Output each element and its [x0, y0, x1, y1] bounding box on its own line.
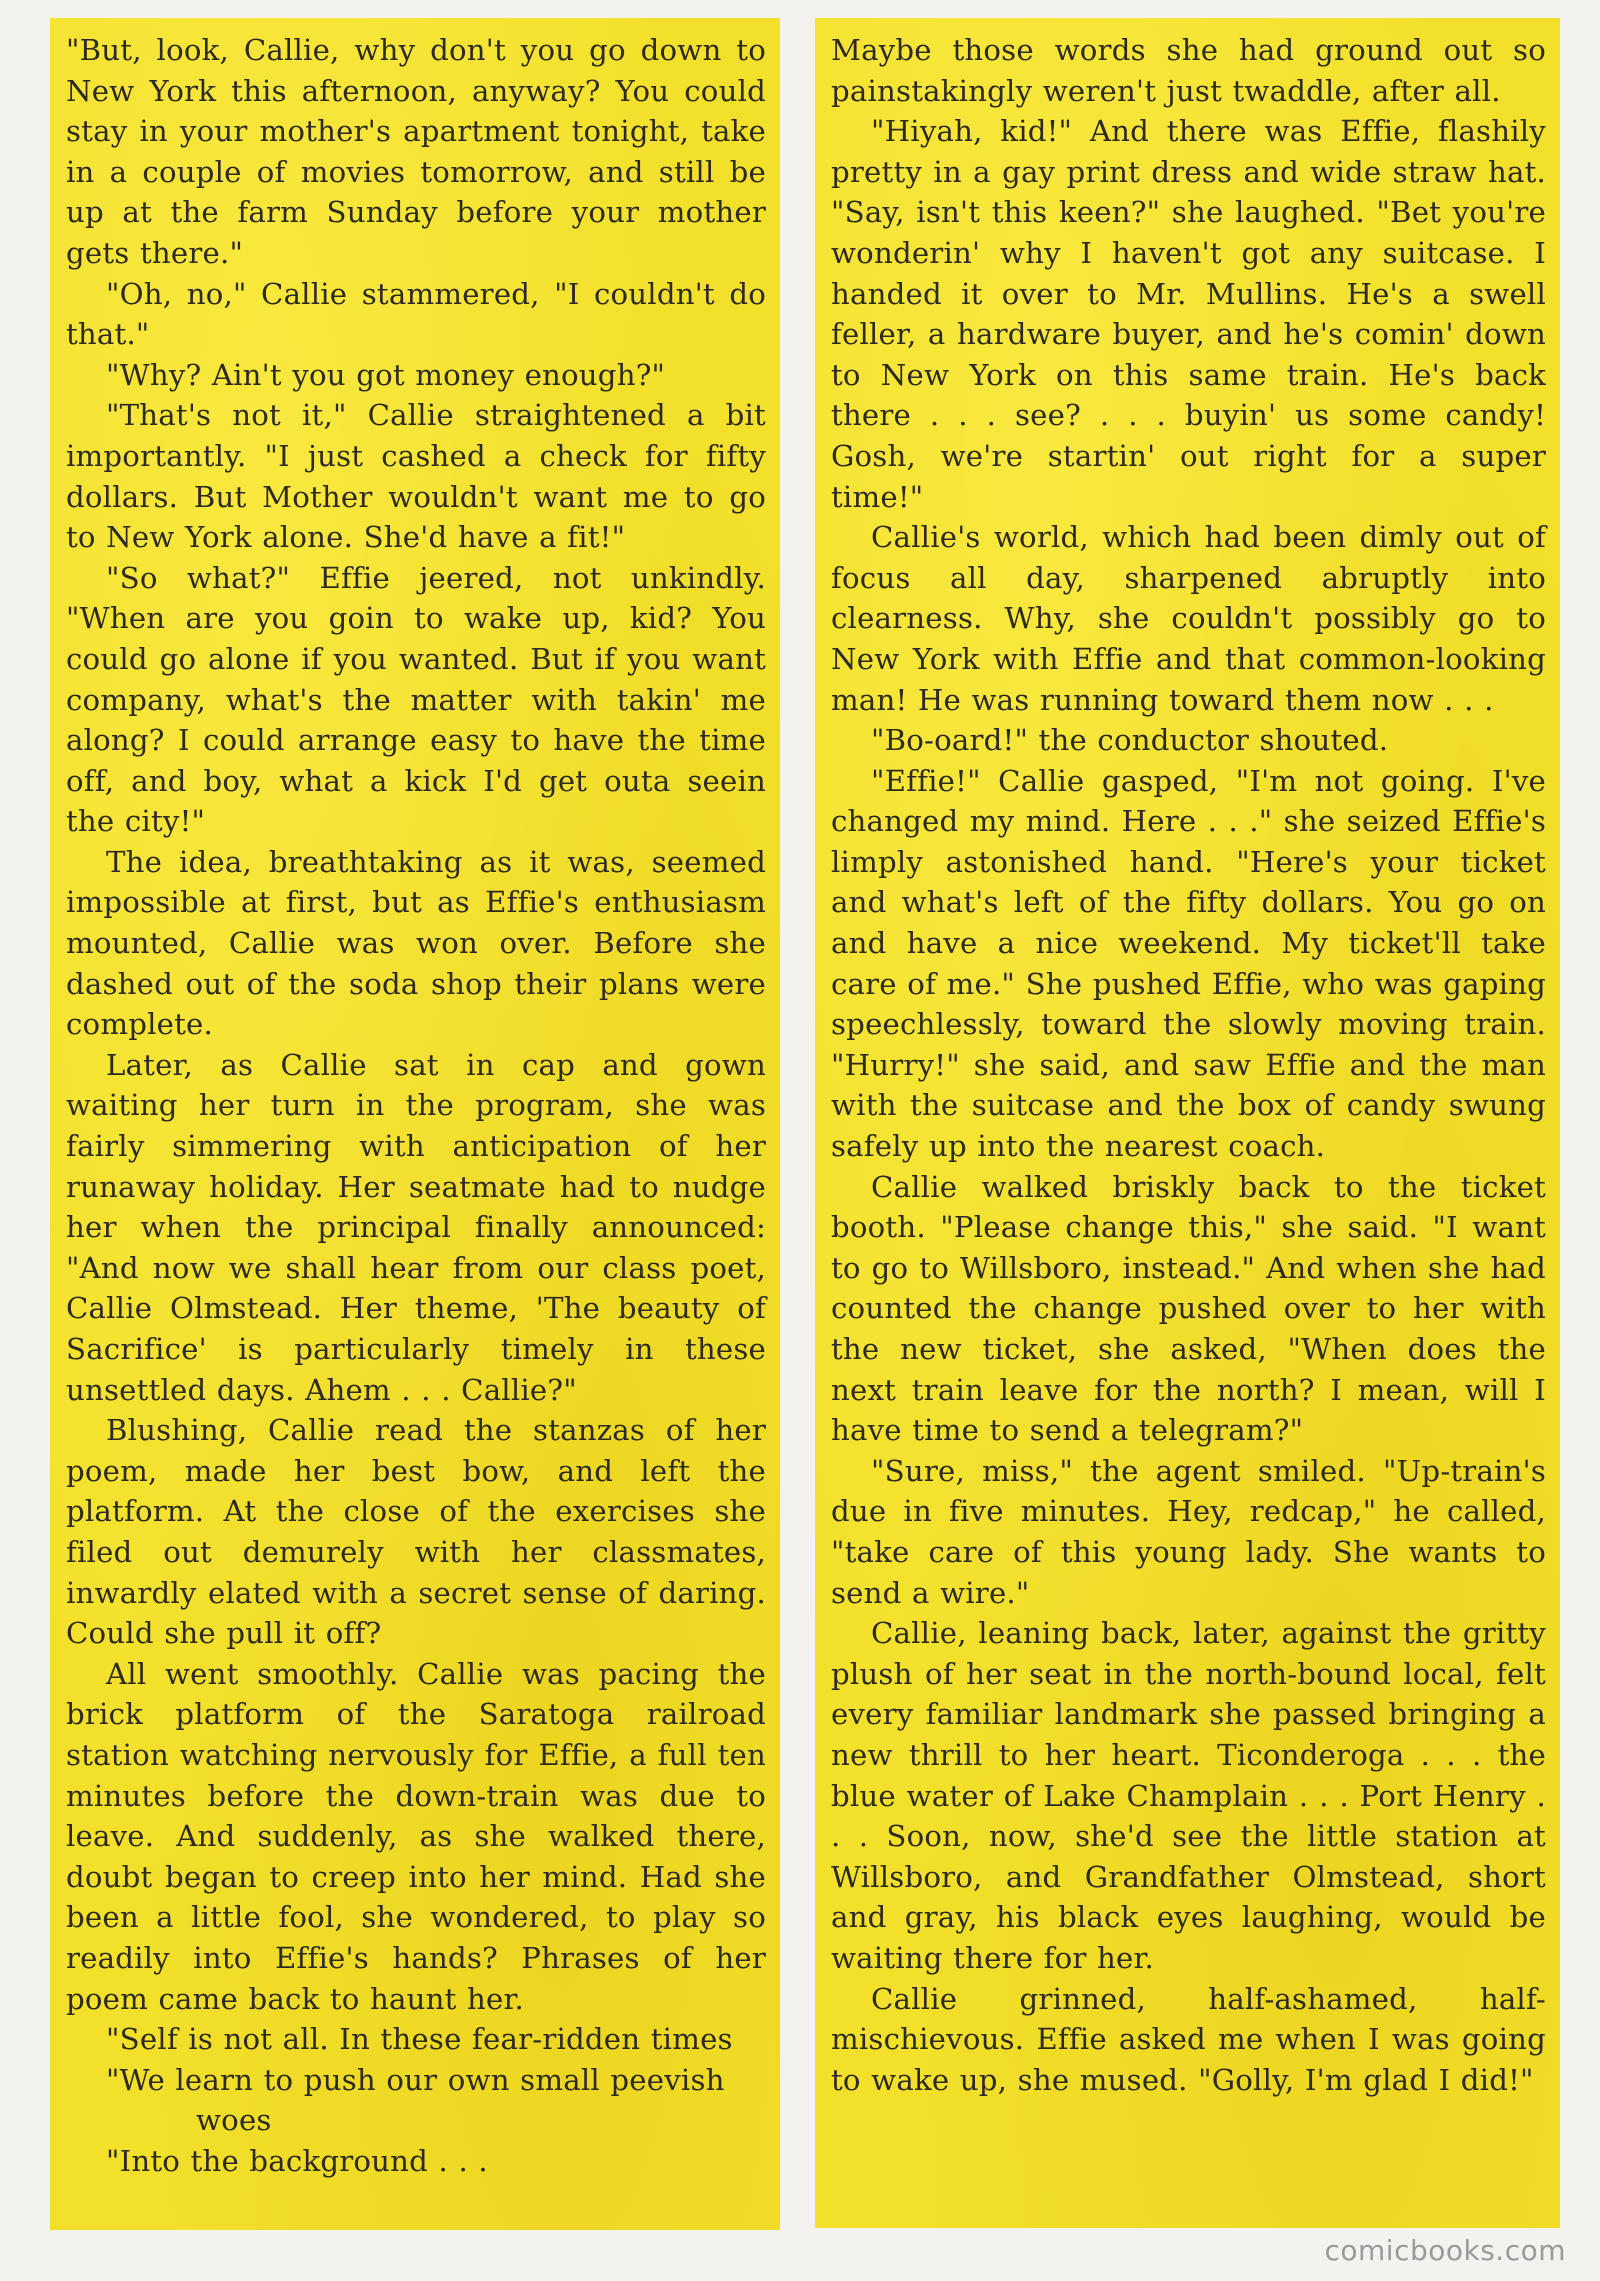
verse-line: "Self is not all. In these fear-ridden times: [106, 2022, 733, 2057]
paragraph: "Sure, miss," the agent smiled. "Up-train's due in five minutes. Hey, redcap," he called, "take care of this young lady. She wants to send a wire.": [831, 1453, 1546, 1610]
paragraph: All went smoothly. Callie was pacing the brick platform of the Saratoga railroad station watching nervously for Effie, a full ten minutes before the down-train was due to leave. And suddenly, as she walked there, doubt began to creep into her mind. Had she been a little fool, she wondered, to play so readily into Effie's hands? Phrases of her poem came back to haunt her.: [66, 1656, 766, 2016]
paragraph: Later, as Callie sat in cap and gown waiting her turn in the program, she was fairly simmering with anticipation of her runaway holiday. Her seatmate had to nudge her when the principal finally announced: "And now we shall hear from our class poet, Callie Olmstead. Her theme, 'The beauty of Sacrifice' is particularly timely in these unsettled days. Ahem . . . Callie?": [66, 1047, 766, 1407]
paragraph: "That's not it," Callie straightened a bit importantly. "I just cashed a check for fifty dollars. But Mother wouldn't want me to go to New York alone. She'd have a fit!": [66, 398, 766, 555]
paragraph: Callie's world, which had been dimly out of focus all day, sharpened abruptly into clearness. Why, she couldn't possibly go to New York with Effie and that common-looking man! He was running toward them now . . .: [831, 520, 1546, 717]
paragraph: Callie grinned, half-ashamed, half-mischievous. Effie asked me when I was going to wake up, she mused. "Golly, I'm glad I did!": [831, 1981, 1546, 2097]
verse-line: "We learn to push our own small peevish: [106, 2062, 725, 2097]
paragraph: "Why? Ain't you got money enough?": [106, 357, 666, 392]
paragraph: Callie, leaning back, later, against the gritty plush of her seat in the north-bound local, felt every familiar landmark she passed bringing a new thrill to her heart. Ticonderoga . . . the blue water of Lake Champlain . . . Port Henry . . . Soon, now, she'd see the little station at Willsboro, and Grandfather Olmstead, short and gray, his black eyes laughing, would be waiting there for her.: [831, 1616, 1546, 1975]
paragraph: "Hiyah, kid!" And there was Effie, flashily pretty in a gay print dress and wide straw hat. "Say, isn't this keen?" she laughed. "Bet you're wonderin' why I haven't got any suitcase. I handed it over to Mr. Mullins. He's a swell feller, a hardware buyer, and he's comin' down to New York on this same train. He's back there . . . see? . . . buyin' us some candy! Gosh, we're startin' out right for a super time!": [831, 114, 1546, 514]
paragraph: "Oh, no," Callie stammered, "I couldn't do that.": [66, 276, 766, 352]
paragraph: Maybe those words she had ground out so painstakingly weren't just twaddle, after all.: [831, 33, 1546, 108]
right-text-column: [815, 18, 1560, 2228]
paragraph: "But, look, Callie, why don't you go down to New York this afternoon, anyway? You could stay in your mother's apartment tonight, take in a couple of movies tomorrow, and still be up at the farm Sunday before your mother gets there.": [66, 33, 766, 270]
paragraph: "Bo-oard!" the conductor shouted.: [871, 723, 1389, 758]
verse-line: woes: [196, 2103, 272, 2138]
paragraph: "So what?" Effie jeered, not unkindly. "When are you goin to wake up, kid? You could go alone if you wanted. But if you want company, what's the matter with takin' me along? I could arrange easy to have the time off, and boy, what a kick I'd get outa seein the city!": [66, 560, 766, 839]
paragraph: Blushing, Callie read the stanzas of her poem, made her best bow, and left the platform. At the close of the exercises she filed out demurely with her classmates, inwardly elated with a secret sense of daring. Could she pull it off?: [66, 1413, 766, 1651]
paragraph: The idea, breathtaking as it was, seemed impossible at first, but as Effie's enthusiasm mounted, Callie was won over. Before she dashed out of the soda shop their plans were complete.: [66, 844, 766, 1042]
verse-line: "Into the background . . .: [106, 2143, 488, 2178]
left-text-column: [50, 18, 780, 2230]
paragraph: "Effie!" Callie gasped, "I'm not going. I've changed my mind. Here . . ." she seized Effie's limply astonished hand. "Here's your ticket and what's left of the fifty dollars. You go on and have a nice weekend. My ticket'll take care of me." She pushed Effie, who was gaping speechlessly, toward the slowly moving train. "Hurry!" she said, and saw Effie and the man with the suitcase and the box of candy swung safely up into the nearest coach.: [831, 763, 1546, 1164]
paragraph: Callie walked briskly back to the ticket booth. "Please change this," she said. "I want to go to Willsboro, instead." And when she had counted the change pushed over to her with the new ticket, she asked, "When does the next train leave for the north? I mean, will I have time to send a telegram?": [831, 1169, 1546, 1448]
site-watermark: comicbooks.com: [1324, 2234, 1566, 2267]
poem-verse: [66, 2019, 766, 2181]
